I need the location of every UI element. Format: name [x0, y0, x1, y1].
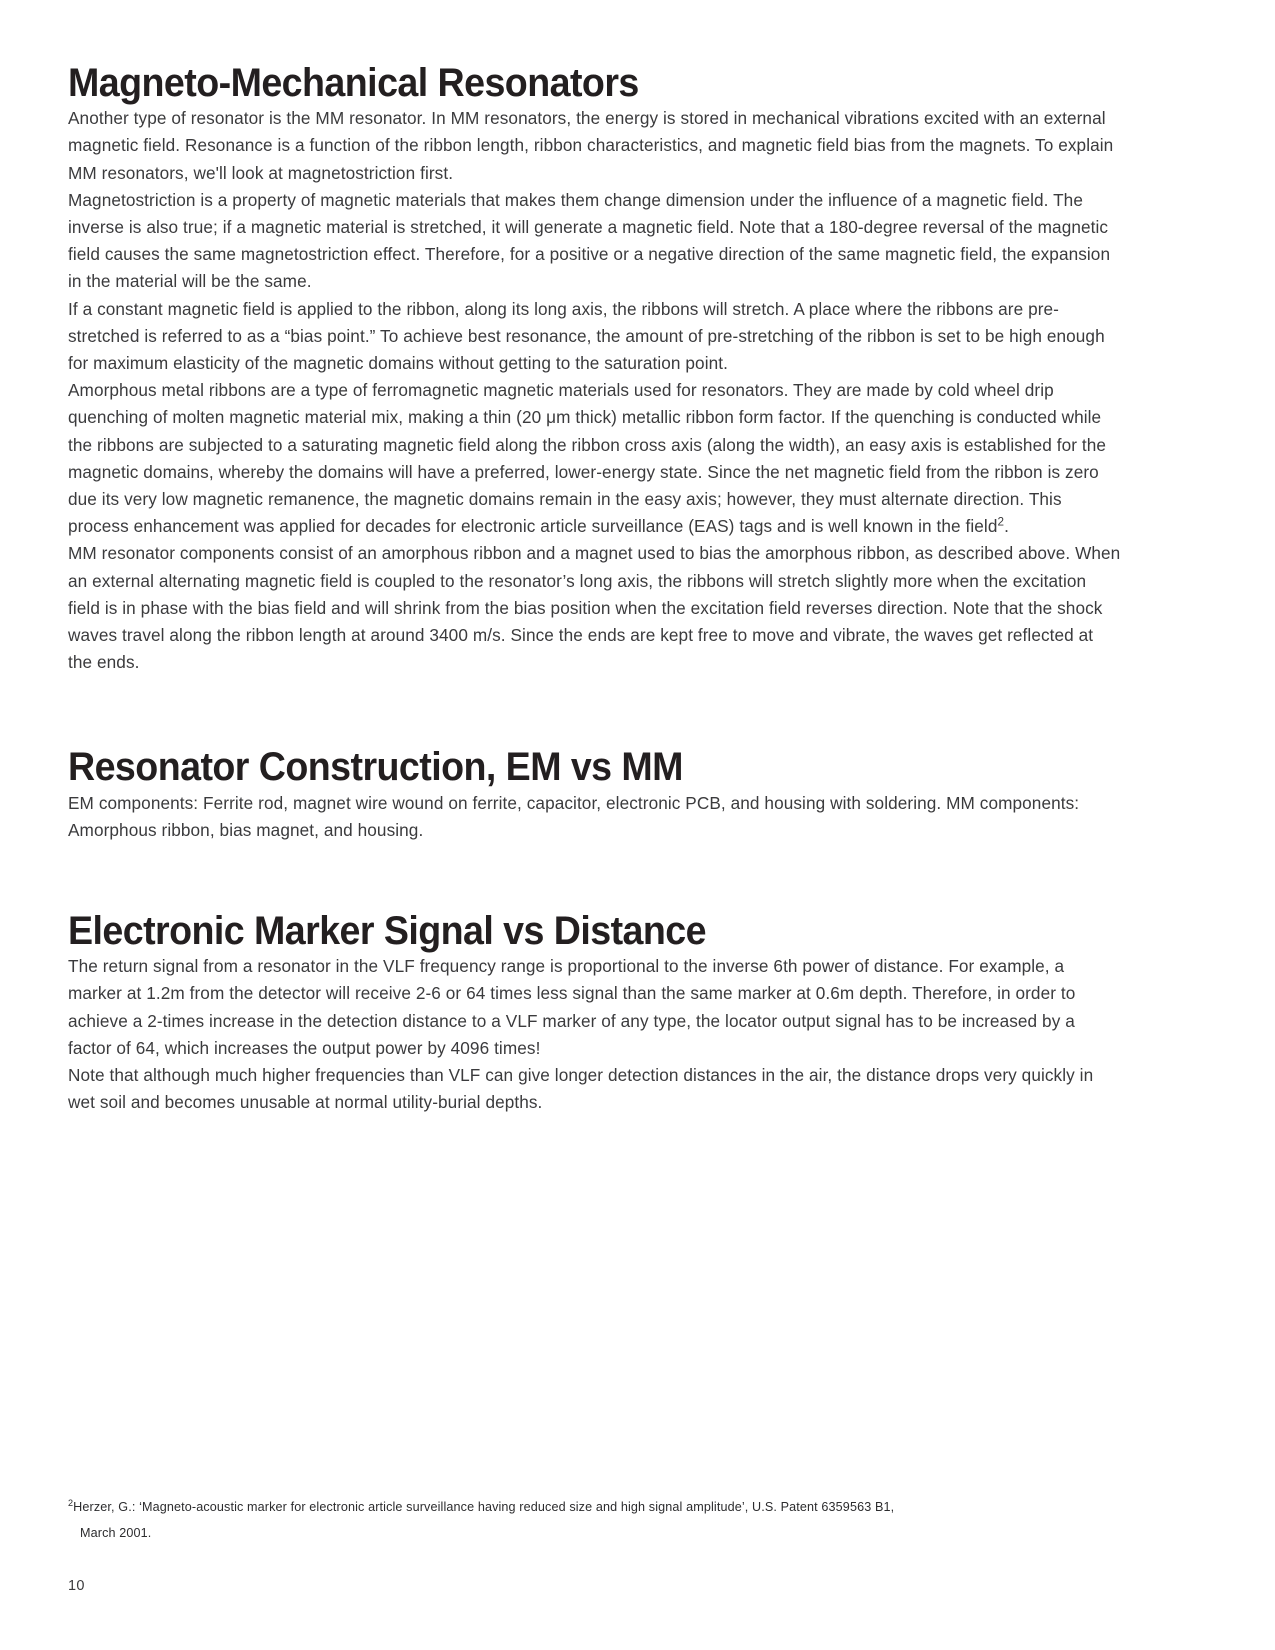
page-number: 10: [68, 1578, 85, 1594]
paragraph-mm-resonator-components: MM resonator components consist of an amorphous ribbon and a magnet used to bias the amorphous ribbon, as described above. When an external alternating magnetic field is coupled to the resonator’s long axis, the ribbons will stretch slightly more when the excitation field is in phase with the bias field and will shrink from the bias position when the excitation field reverses direction. Note that the shock waves travel along the ribbon length at around 3400 m/s. Since the ends are kept free to move and vibrate, the waves get reflected at the ends.: [68, 543, 1121, 673]
footnote-line-1: [68, 1494, 1121, 1520]
paragraph-amorphous-ribbons: [68, 377, 1121, 540]
paragraph-em-mm-components: EM components: Ferrite rod, magnet wire wound on ferrite, capacitor, electronic PCB, and housing with soldering. MM components: Amorphous ribbon, bias magnet, and housing.: [68, 792, 1080, 840]
paragraph-amorphous-ribbons-period: .: [1004, 516, 1009, 537]
section-heading-electronic-marker-signal: Electronic Marker Signal vs Distance: [68, 909, 706, 954]
page-content: [68, 0, 1121, 1116]
section-heading-magneto-mechanical-resonators: Magneto-Mechanical Resonators: [68, 61, 639, 105]
section-heading-resonator-construction: Resonator Construction, EM vs MM: [68, 745, 683, 790]
paragraph-higher-frequencies: Note that although much higher frequencies than VLF can give longer detection distances in the air, the distance drops very quickly in wet soil and becomes unusable at normal utility-burial depths.: [68, 1065, 1094, 1113]
footnote-citation-text: Herzer, G.: ‘Magneto-acoustic marker for electronic article surveillance having reduced size and high signal amplitude’, U.S. Patent 6359563 B1,: [73, 1500, 895, 1514]
paragraph-return-signal-power: The return signal from a resonator in the VLF frequency range is proportional to the inverse 6th power of distance. For example, a marker at 1.2m from the detector will receive 2-6 or 64 times less signal than the same marker at 0.6m depth. Therefore, in order to achieve a 2-times increase in the detection distance to a VLF marker of any type, the locator output signal has to be increased by a factor of 64, which increases the output power by 4096 times!: [68, 956, 1076, 1058]
paragraph-mm-resonator-intro: Another type of resonator is the MM resonator. In MM resonators, the energy is stored in mechanical vibrations excited with an external magnetic field. Resonance is a function of the ribbon length, ribbon characteristics, and magnetic field bias from the magnets. To explain MM resonators, we'll look at magnetostriction first.: [68, 108, 1114, 183]
paragraph-bias-point: If a constant magnetic field is applied to the ribbon, along its long axis, the ribbons will stretch. A place where the ribbons are pre-stretched is referred to as a “bias point.” To achieve best resonance, the amount of pre-stretching of the ribbon is set to be high enough for maximum elasticity of the magnetic domains without getting to the saturation point.: [68, 298, 1105, 374]
footnote-line-2: March 2001.: [80, 1526, 152, 1540]
paragraph-magnetostriction: Magnetostriction is a property of magnetic materials that makes them change dimension under the influence of a magnetic field. The inverse is also true; if a magnetic material is stretched, it will generate a magnetic field. Note that a 180-degree reversal of the magnetic field causes the same magnetostriction effect. Therefore, for a positive or a negative direction of the same magnetic field, the expansion in the material will be the same.: [68, 189, 1111, 292]
footnote-block: [68, 1494, 1121, 1546]
footnote-reference-2[interactable]: 2: [997, 515, 1005, 529]
paragraph-amorphous-ribbons-text: Amorphous metal ribbons are a type of ferromagnetic magnetic materials used for resonators. They are made by cold wheel drip quenching of molten magnetic material mix, making a thin (20 μm thick) metallic ribbon form factor. If the quenching is conducted while the ribbons are subjected to a saturating magnetic field along the ribbon cross axis (along the width), an easy axis is established for the magnetic domains, whereby the domains will have a preferred, lower-energy state. Since the net magnetic field from the ribbon is zero due its very low magnetic remanence, the magnetic domains remain in the easy axis; however, they must alternate direction. This process enhancement was applied for decades for electronic article surveillance (EAS) tags and is well known in the field: [68, 380, 1107, 537]
footnote-marker: 2: [68, 1497, 74, 1508]
